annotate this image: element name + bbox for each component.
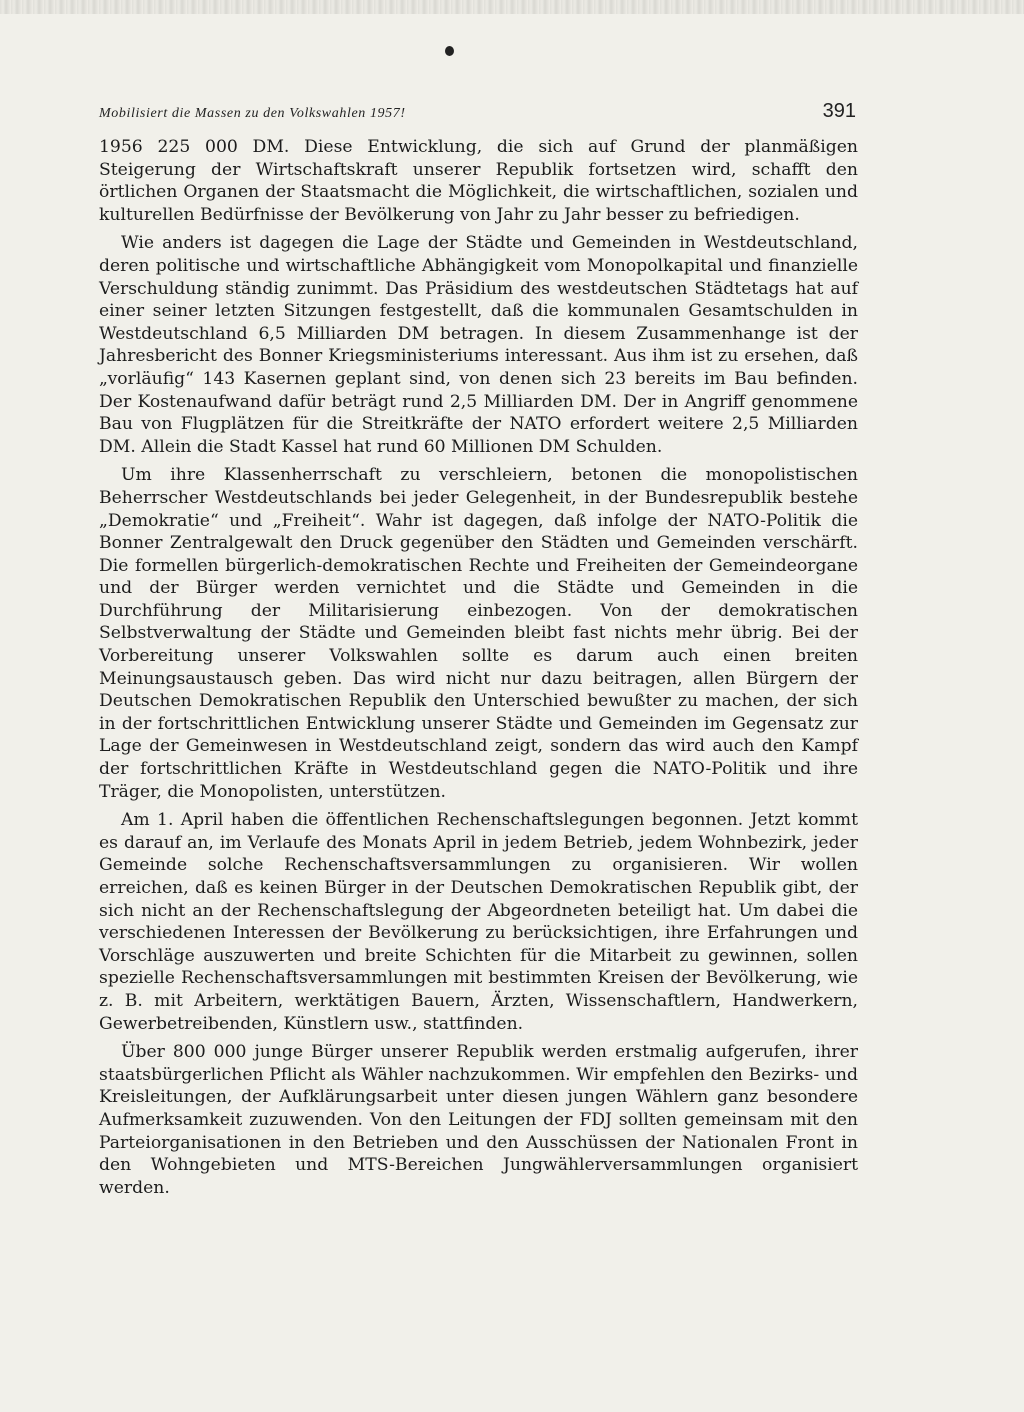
paragraph-2: Wie anders ist dagegen die Lage der Städte und Gemeinden in Westdeutschland, deren politische und wirtschaftliche Abhängigkeit vom Monopolkapital und finanzielle Verschuldung ständig zunimmt. Das Präsidium des westdeutschen Städtetags hat auf einer seiner letzten Sitzungen festgestellt, daß die kommunalen Gesamtschulden in Westdeutschland 6,5 Milliarden DM betragen. In diesem Zusammenhange ist der Jahresbericht des Bonner Kriegsministeriums interessant. Aus ihm ist zu ersehen, daß „vorläufig“ 143 Kasernen geplant sind, von denen sich 23 bereits im Bau befinden. Der Kostenaufwand dafür beträgt rund 2,5 Milliarden DM. Der in Angriff genommene Bau von Flugplätzen für die Streitkräfte der NATO erfordert weitere 2,5 Milliarden DM. Allein die Stadt Kassel hat rund 60 Millionen DM Schulden. — [99, 233, 858, 457]
ink-dot-mark — [445, 46, 454, 56]
running-header — [99, 100, 858, 123]
paragraph-1: 1956 225 000 DM. Diese Entwicklung, die sich auf Grund der planmäßigen Steigerung der Wirtschaftskraft unserer Republik fortsetzen wird, schafft den örtlichen Organen der Staatsmacht die Möglichkeit, die wirtschaftlichen, sozialen und kulturellen Bedürfnisse der Bevölkerung von Jahr zu Jahr besser zu befriedigen. — [99, 137, 858, 225]
body-text — [99, 136, 858, 1199]
paragraph-3: Um ihre Klassenherrschaft zu verschleiern, betonen die monopolistischen Beherrscher Westdeutschlands bei jeder Gelegenheit, in der Bundesrepublik bestehe „Demokratie“ und „Freiheit“. Wahr ist dagegen, daß infolge der NATO-Politik die Bonner Zentralgewalt den Druck gegenüber den Städten und Gemeinden verschärft. Die formellen bürgerlich-demokratischen Rechte und Freiheiten der Gemeindeorgane und der Bürger werden vernichtet und die Städte und Gemeinden in die Durchführung der Militarisierung einbezogen. Von der demokratischen Selbstverwaltung der Städte und Gemeinden bleibt fast nichts mehr übrig. Bei der Vorbereitung unserer Volkswahlen sollte es darum auch einen breiten Meinungsaustausch geben. Das wird nicht nur dazu beitragen, allen Bürgern der Deutschen Demokratischen Republik den Unterschied bewußter zu machen, der sich in der fortschrittlichen Entwicklung unserer Städte und Gemeinden im Gegensatz zur Lage der Gemeinwesen in Westdeutschland zeigt, sondern das wird auch den Kampf der fortschrittlichen Kräfte in Westdeutschland gegen die NATO-Politik und ihre Träger, die Monopolisten, unterstützen. — [99, 465, 858, 802]
paragraph-4: Am 1. April haben die öffentlichen Rechenschaftslegungen begonnen. Jetzt kommt es darauf an, im Verlaufe des Monats April in jedem Betrieb, jedem Wohnbezirk, jeder Gemeinde solche Rechenschaftsversammlungen zu organisieren. Wir wollen erreichen, daß es keinen Bürger in der Deutschen Demokratischen Republik gibt, der sich nicht an der Rechenschaftslegung der Abgeordneten beteiligt hat. Um dabei die verschiedenen Interessen der Bevölkerung zu berücksichtigen, ihre Erfahrungen und Vorschläge auszuwerten und breite Schichten für die Mitarbeit zu gewinnen, sollen spezielle Rechenschaftsversammlungen mit bestimmten Kreisen der Bevölkerung, wie z. B. mit Arbeitern, werktätigen Bauern, Ärzten, Wissenschaftlern, Handwerkern, Gewerbetreibenden, Künstlern usw., stattfinden. — [99, 810, 858, 1034]
running-title: Mobilisiert die Massen zu den Volkswahlen 1957! — [99, 106, 406, 121]
scan-edge-texture — [0, 0, 1024, 14]
paragraph-5: Über 800 000 junge Bürger unserer Republik werden erstmalig aufgerufen, ihrer staatsbürgerlichen Pflicht als Wähler nachzukommen. Wir empfehlen den Bezirks- und Kreisleitungen, der Aufklärungsarbeit unter diesen jungen Wählern ganz besondere Aufmerksamkeit zuzuwenden. Von den Leitungen der FDJ sollten gemeinsam mit den Parteiorganisationen in den Betrieben und den Ausschüssen der Nationalen Front in den Wohngebieten und MTS-Bereichen Jungwählerversammlungen organisiert werden. — [99, 1042, 858, 1198]
page-number: 391 — [822, 100, 856, 122]
book-page — [99, 100, 858, 1199]
